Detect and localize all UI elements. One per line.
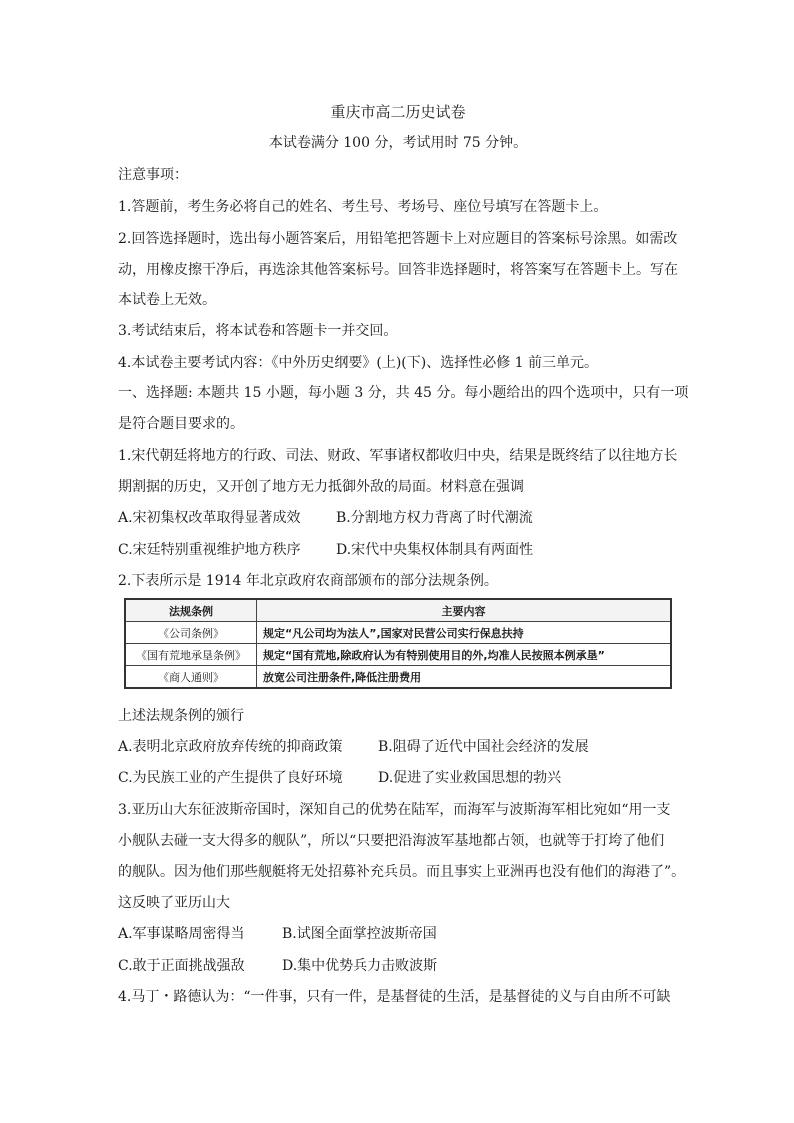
q2-option-c: C.为民族工业的产生提供了良好环境 <box>118 770 343 786</box>
q2-stem: 2.下表所示是 1914 年北京政府农商部颁布的部分法规条例。 <box>118 573 498 589</box>
q1-option-a: A.宋初集权改革取得显著成效 <box>118 510 301 526</box>
note-item-2-line-2: 动，用橡皮擦干净后，再选涂其他答案标号。回答非选择题时，将答案写在答题卡上。写在 <box>118 262 678 278</box>
q1-option-c: C.宋廷特别重视维护地方秩序 <box>118 542 301 558</box>
q1-stem-line-2: 期割据的历史，又开创了地方无力抵御外敌的局面。材料意在强调 <box>118 479 524 495</box>
note-item-1: 1.答题前，考生务必将自己的姓名、考生号、考场号、座位号填写在答题卡上。 <box>118 199 608 215</box>
table-cell-name: 《国有荒地承垦条例》 <box>125 644 257 666</box>
q3-stem-line-1: 3.亚历山大东征波斯帝国时，深知自己的优势在陆军，而海军与波斯海军相比宛如“用一支 <box>118 802 671 818</box>
table-cell-content: 规定“凡公司均为法人”,国家对民营公司实行保息扶持 <box>257 622 672 644</box>
regulations-table <box>124 598 672 689</box>
q2-option-d: D.促进了实业救国思想的勃兴 <box>378 770 562 786</box>
q3-option-a: A.军事谋略周密得当 <box>118 926 245 942</box>
note-item-2-line-3: 本试卷上无效。 <box>118 292 216 308</box>
table-cell-content: 放宽公司注册条件,降低注册费用 <box>257 666 672 689</box>
exam-subtitle: 本试卷满分 100 分，考试用时 75 分钟。 <box>268 135 528 151</box>
table-header-name: 法规条例 <box>125 599 257 622</box>
note-item-2-line-1: 2.回答选择题时，选出每小题答案后，用铅笔把答题卡上对应题目的答案标号涂黑。如需改 <box>118 231 678 247</box>
table-cell-name: 《商人通则》 <box>125 666 257 689</box>
note-item-3: 3.考试结束后，将本试卷和答题卡一并交回。 <box>118 323 398 339</box>
section-intro-line-2: 是符合题目要求的。 <box>118 416 244 432</box>
table-row <box>125 644 671 666</box>
section-intro-line-1: 一、选择题: 本题共 15 小题，每小题 3 分，共 45 分。每小题给出的四个选项中，只有一项 <box>118 385 689 401</box>
q2-option-b: B.阻碍了近代中国社会经济的发展 <box>378 739 589 755</box>
q2-option-a: A.表明北京政府放弃传统的抑商政策 <box>118 739 343 755</box>
table-header-content: 主要内容 <box>257 599 672 622</box>
table-cell-content: 规定“国有荒地,除政府认为有特别使用目的外,均准人民按照本例承垦” <box>257 644 672 666</box>
table-row <box>125 666 671 689</box>
q2-after-table: 上述法规条例的颁行 <box>118 708 244 724</box>
q3-option-b: B.试图全面掌控波斯帝国 <box>282 926 437 942</box>
q1-stem-line-1: 1.宋代朝廷将地方的行政、司法、财政、军事诸权都收归中央，结果是既终结了以往地方长 <box>118 448 678 464</box>
q4-stem-line-1: 4.马丁・路德认为：“一件事，只有一件，是基督徒的生活，是基督徒的义与自由所不可缺 <box>118 989 671 1005</box>
q3-option-c: C.敢于正面挑战强敌 <box>118 958 245 974</box>
notes-heading: 注意事项： <box>118 167 188 183</box>
note-item-4: 4.本试卷主要考试内容：《中外历史纲要》(上)(下)、选择性必修 1 前三单元。 <box>118 355 599 371</box>
q1-option-b: B.分割地方权力背离了时代潮流 <box>336 510 533 526</box>
table-header-row <box>125 599 671 622</box>
table-row <box>125 622 671 644</box>
q3-stem-line-3: 的舰队。因为他们那些舰艇将无处招募补充兵员。而且事实上亚洲再也没有他们的海港了”。 <box>118 864 686 880</box>
q3-stem-line-4: 这反映了亚历山大 <box>118 895 230 911</box>
exam-title: 重庆市高二历史试卷 <box>330 103 466 121</box>
table-cell-name: 《公司条例》 <box>125 622 257 644</box>
q1-option-d: D.宋代中央集权体制具有两面性 <box>336 542 534 558</box>
q3-option-d: D.集中优势兵力击败波斯 <box>282 958 438 974</box>
q3-stem-line-2: 小舰队去碰一支大得多的舰队”，所以“只要把沿海波军基地都占领，也就等于打垮了他们 <box>118 833 665 849</box>
